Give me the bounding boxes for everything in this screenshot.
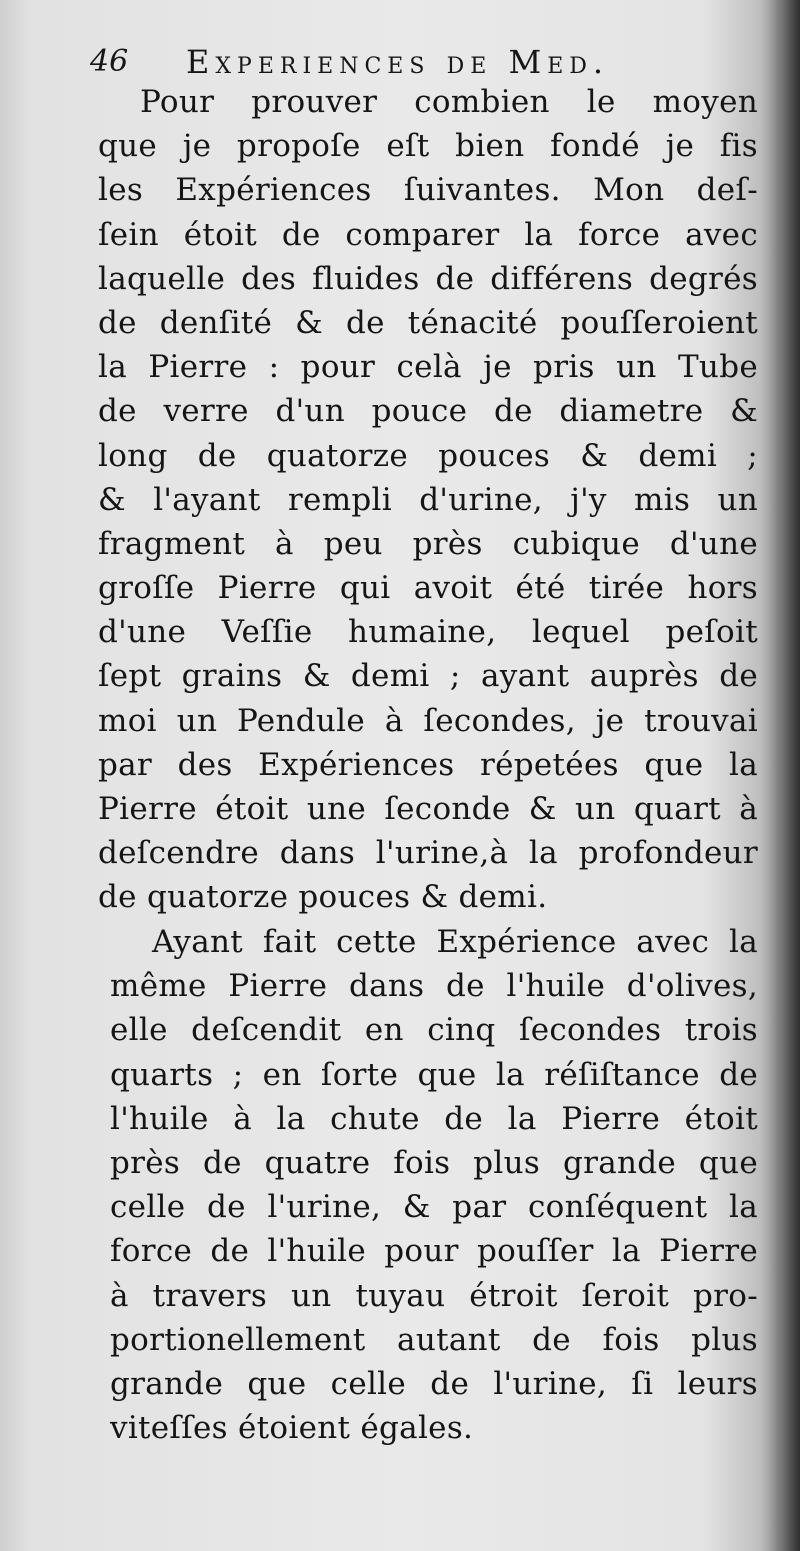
text-line: l'huile à la chute de la Pierre étoit — [110, 1100, 758, 1137]
text-line: à travers un tuyau étroit ſeroit pro- — [110, 1277, 758, 1314]
text-line: force de l'huile pour pouſſer la Pierre — [110, 1233, 758, 1270]
text-line: Ayant fait cette Expérience avec la — [152, 924, 758, 960]
text-line: de denſité & de ténacité pouſſeroient — [98, 304, 758, 341]
text-line: elle deſcendit en cinq ſecondes trois — [110, 1012, 758, 1049]
text-line: quarts ; en ſorte que la réſiſtance de — [110, 1056, 758, 1093]
text-line: près de quatre fois plus grande que — [110, 1144, 758, 1181]
text-line: de quatorze pouces & demi. — [98, 879, 548, 916]
text-line: grande que celle de l'urine, ſi leurs — [110, 1365, 758, 1402]
text-line: moi un Pendule à ſecondes, je trouvai — [98, 702, 758, 739]
text-line: de verre d'un pouce de diametre & — [98, 393, 758, 430]
page-edge-shadow — [760, 0, 800, 1551]
text-line: que je propoſe eſt bien fondé je fis — [98, 128, 758, 165]
text-line: ſein étoit de comparer la force avec — [98, 216, 758, 253]
text-line: groſſe Pierre qui avoit été tirée hors — [98, 570, 758, 607]
text-line: la Pierre : pour celà je pris un Tube — [98, 349, 758, 386]
text-line: Pierre étoit une ſeconde & un quart à — [98, 791, 758, 827]
text-line: même Pierre dans de l'huile d'olives, — [110, 968, 758, 1005]
page-number: 46 — [90, 44, 129, 79]
text-line: celle de l'urine, & par conſéquent la — [110, 1189, 758, 1226]
text-line: Pour prouver combien le moyen — [140, 84, 758, 120]
text-line: les Expériences ſuivantes. Mon deſ- — [98, 172, 758, 209]
text-line: portionellement autant de fois plus — [110, 1321, 758, 1358]
text-line: deſcendre dans l'urine,à la profondeur — [98, 835, 758, 872]
text-line: laquelle des fluides de différens degrés — [98, 260, 758, 297]
text-line: fragment à peu près cubique d'une — [98, 525, 758, 562]
text-line: long de quatorze pouces & demi ; — [98, 437, 758, 474]
paragraph-1 — [98, 80, 758, 920]
text-line: par des Expériences répetées que la — [98, 746, 758, 783]
text-line: ſept grains & demi ; ayant auprès de — [98, 658, 758, 695]
text-line: viteſſes étoient égales. — [110, 1410, 474, 1447]
running-head: Experiences de Med. — [186, 43, 610, 81]
text-line: & l'ayant rempli d'urine, j'y mis un — [98, 481, 758, 518]
text-line: d'une Veſſie humaine, lequel peſoit — [98, 614, 758, 651]
paragraph-2 — [110, 920, 758, 1450]
